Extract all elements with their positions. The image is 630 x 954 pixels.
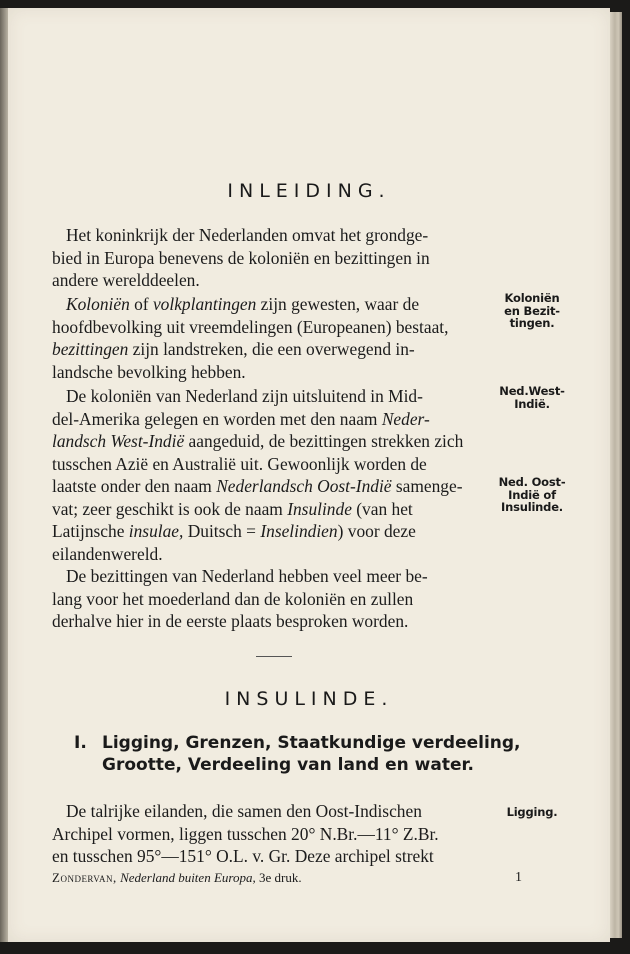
page-number: 1 xyxy=(515,870,522,885)
margin-note-west-indie: Ned.West- Indië. xyxy=(499,384,565,411)
text-line: Het koninkrijk der Nederlanden omvat het grondge- xyxy=(66,225,429,245)
text-line: del-Amerika gelegen en worden met den naam Neder- xyxy=(52,408,430,429)
heading-inleiding: INLEIDING. xyxy=(227,180,391,202)
page-footer xyxy=(52,870,522,886)
text-line: derhalve hier in de eerste plaats besproken worden. xyxy=(52,611,409,631)
page-right-edge xyxy=(610,12,622,938)
paragraph-ligging xyxy=(52,800,498,868)
section-title-line-2: Grootte, Verdeeling van land en water. xyxy=(102,755,474,775)
text-line: tusschen Azië en Australië uit. Gewoonlijk worden de xyxy=(52,453,427,474)
text-line: laatste onder den naam Nederlandsch Oost-Indië samenge- xyxy=(52,476,463,496)
section-divider xyxy=(256,656,292,657)
text-line: De talrijke eilanden, die samen den Oost-Indischen xyxy=(66,801,422,821)
text-line: De koloniën van Nederland zijn uitsluitend in Mid- xyxy=(66,386,423,406)
footer-title: Nederland buiten Europa, xyxy=(120,870,256,885)
margin-note-ligging: Ligging. xyxy=(506,805,558,819)
heading-insulinde: INSULINDE. xyxy=(224,688,394,710)
margin-note-kolonien: Koloniën en Bezit- tingen. xyxy=(504,291,560,330)
text-line: Koloniën of volkplantingen zijn gewesten, waar de xyxy=(66,294,420,314)
text-line: lang voor het moederland dan de koloniën en zullen xyxy=(52,588,414,609)
text-line: Latijnsche insulae, Duitsch = Inselindien) voor deze xyxy=(52,521,416,541)
paragraph-bezittingen xyxy=(52,565,498,633)
paragraph-intro xyxy=(52,224,498,292)
text-line: andere werelddeelen. xyxy=(52,270,200,290)
text-line: hoofdbevolking uit vreemdelingen (Europeanen) bestaat, xyxy=(52,316,449,337)
text-line: en tusschen 95°—151° O.L. v. Gr. Deze archipel strekt xyxy=(52,846,434,866)
text-line: landsch West-Indië aangeduid, de bezittingen strekken zich xyxy=(52,431,464,451)
paragraph-nederland xyxy=(52,385,498,565)
page-left-edge xyxy=(0,8,8,942)
text-line: Archipel vormen, liggen tusschen 20° N.Br.—11° Z.Br. xyxy=(52,823,439,844)
paragraph-kolonien xyxy=(52,293,498,383)
text-line: De bezittingen van Nederland hebben veel meer be- xyxy=(66,566,428,586)
book-page xyxy=(8,8,610,942)
margin-note-oost-indie: Ned. Oost- Indië of Insulinde. xyxy=(498,475,566,514)
text-line: bezittingen zijn landstreken, die een overwegend in- xyxy=(52,339,415,359)
text-line: landsche bevolking hebben. xyxy=(52,361,246,382)
text-line: bied in Europa benevens de koloniën en bezittingen in xyxy=(52,247,430,268)
footer-edition: 3e druk. xyxy=(255,870,302,885)
section-title-line-1: Ligging, Grenzen, Staatkundige verdeeling, xyxy=(102,733,521,753)
section-number: I. xyxy=(74,733,87,753)
text-line: vat; zeer geschikt is ook de naam Insulinde (van het xyxy=(52,498,413,519)
footer-author: Zondervan, xyxy=(52,870,117,885)
text-line: eilandenwereld. xyxy=(52,543,163,564)
